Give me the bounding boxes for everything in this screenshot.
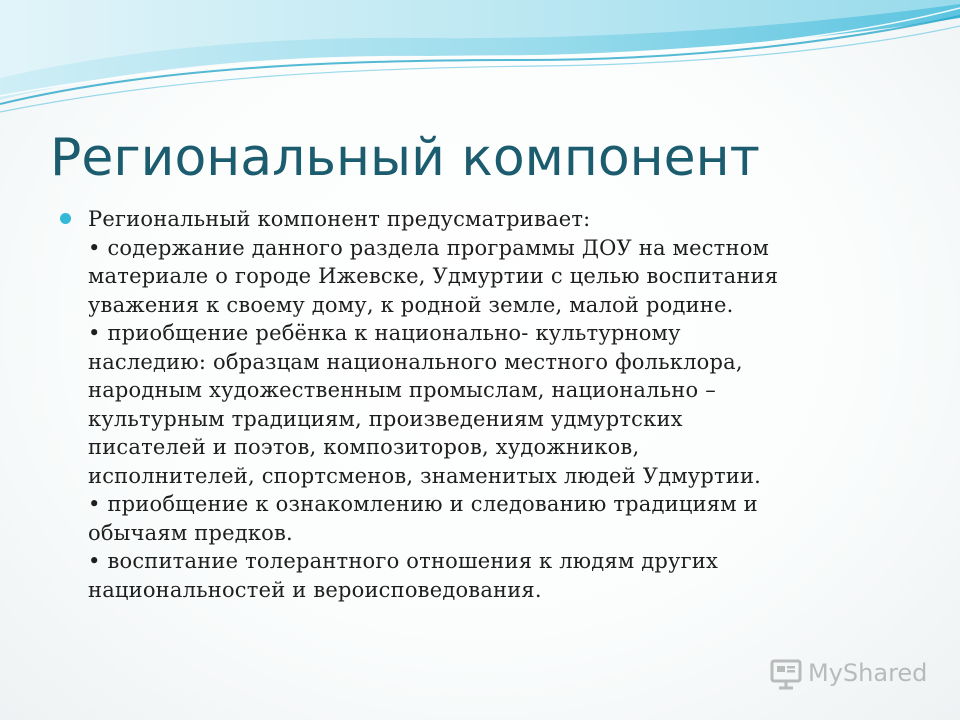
content-line: материале о городе Ижевске, Удмуртии с целью воспитания — [88, 264, 779, 288]
slide-content — [60, 205, 920, 604]
content-line: уважения к своему дому, к родной земле, малой родине. — [88, 292, 734, 317]
content-line: • приобщение ребёнка к национально- культурному — [88, 321, 681, 345]
content-line: • приобщение к ознакомлению и следованию традициям и — [88, 492, 758, 516]
content-line: Региональный компонент предусматривает: — [88, 207, 591, 231]
content-line: национальностей и вероисповедования. — [88, 577, 542, 602]
wave-header-decoration — [0, 0, 960, 120]
bullet-dot-icon — [60, 213, 71, 224]
content-line: • воспитание толерантного отношения к людям других — [88, 549, 719, 573]
content-line: обычаям предков. — [88, 520, 293, 545]
content-line: • содержание данного раздела программы ДОУ на местном — [88, 235, 770, 260]
watermark — [768, 655, 927, 691]
slide-title: Региональный компонент — [50, 128, 760, 188]
content-line: писателей и поэтов, композиторов, художников, — [88, 435, 640, 459]
watermark-text: MyShared — [808, 659, 928, 687]
main-bullet-item — [60, 205, 920, 604]
content-line: культурным традициям, произведениям удмуртских — [88, 406, 683, 431]
content-line: народным художественным промыслам, национально – — [88, 378, 716, 402]
presentation-board-icon — [768, 655, 804, 691]
content-line: исполнителей, спортсменов, знаменитых людей Удмуртии. — [88, 463, 762, 488]
content-line: наследию: образцам национального местного фольклора, — [88, 349, 743, 374]
